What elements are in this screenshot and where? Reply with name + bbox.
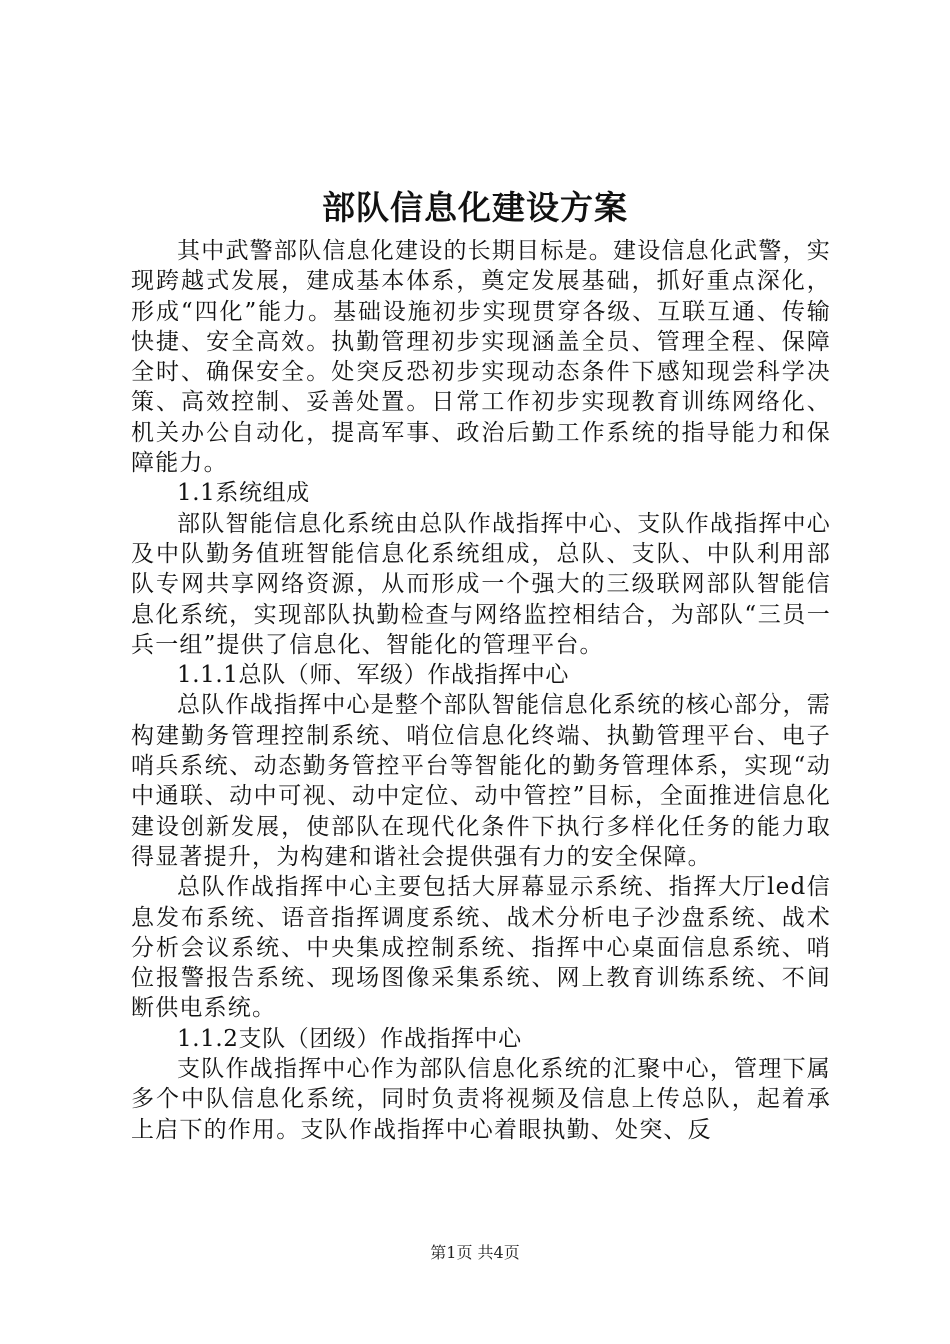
- paragraph-intro: 其中武警部队信息化建设的长期目标是。建设信息化武警，实现跨越式发展，建成基本体系，奠定发展基础，抓好重点深化，形成“四化”能力。基础设施初步实现贯穿各级、互联互通、传输快捷、安全高效。执勤管理初步实现涵盖全员、管理全程、保障全时、确保安全。处突反恐初步实现动态条件下感知现尝科学决策、高效控制、妥善处置。日常工作初步实现教育训练网络化、机关办公自动化，提高军事、政治后勤工作系统的指导能力和保障能力。: [131, 238, 831, 477]
- paragraph-corps-center: 总队作战指挥中心是整个部队智能信息化系统的核心部分，需构建勤务管理控制系统、哨位信息化终端、执勤管理平台、电子哨兵系统、动态勤务管控平台等智能化的勤务管理体系，实现“动中通联、动中可视、动中定位、动中管控”目标，全面推进信息化建设创新发展，使部队在现代化条件下执行多样化任务的能力取得显著提升，为构建和谐社会提供强有力的安全保障。: [131, 692, 831, 870]
- paragraph-corps-center-systems: 总队作战指挥中心主要包括大屏幕显示系统、指挥大厅led信息发布系统、语音指挥调度系统、战术分析电子沙盘系统、战术分析会议系统、中央集成控制系统、指挥中心桌面信息系统、哨位报警报告系统、现场图像采集系统、网上教育训练系统、不间断供电系统。: [131, 874, 831, 1022]
- section-heading-1-1-2: 1.1.2支队（团级）作战指挥中心: [177, 1025, 522, 1052]
- document-body: [131, 236, 831, 1145]
- document-title: 部队信息化建设方案: [322, 188, 628, 227]
- paragraph-detachment-center: 支队作战指挥中心作为部队信息化系统的汇聚中心，管理下属多个中队信息化系统，同时负责将视频及信息上传总队，起着承上启下的作用。支队作战指挥中心着眼执勤、处突、反: [131, 1056, 831, 1143]
- page-number: 第1页 共4页: [430, 1243, 520, 1262]
- paragraph-system-composition: 部队智能信息化系统由总队作战指挥中心、支队作战指挥中心及中队勤务值班智能信息化系统组成，总队、支队、中队利用部队专网共享网络资源，从而形成一个强大的三级联网部队智能信息化系统，实现部队执勤检查与网络监控相结合，为部队“三员一兵一组”提供了信息化、智能化的管理平台。: [131, 510, 831, 658]
- section-heading-1-1: 1.1系统组成: [177, 480, 310, 507]
- section-heading-1-1-1: 1.1.1总队（师、军级）作战指挥中心: [177, 662, 569, 689]
